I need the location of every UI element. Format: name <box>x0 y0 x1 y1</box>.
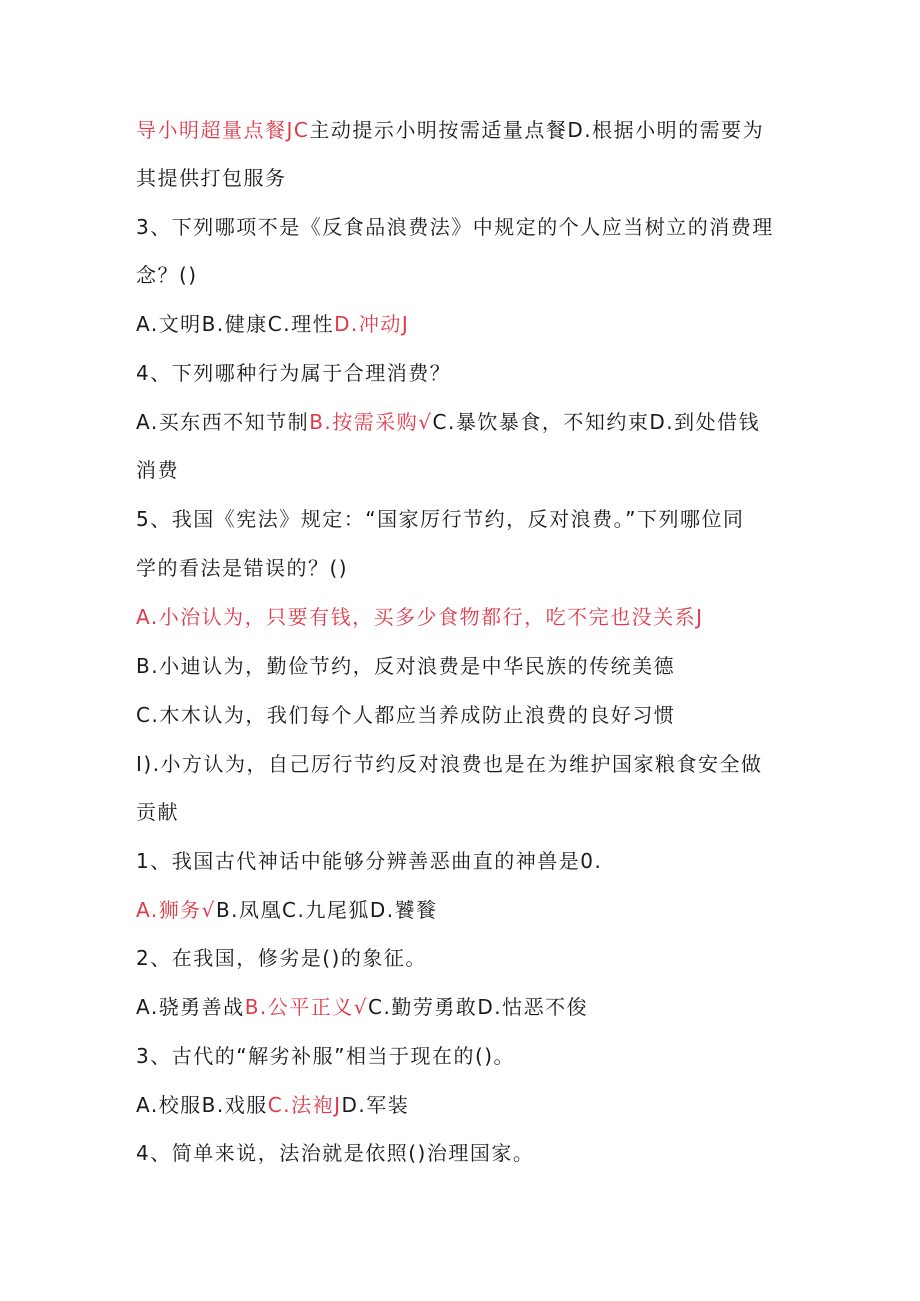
text-segment: 贡献 <box>136 800 179 824</box>
text-segment: A.校服B.戏服 <box>136 1093 268 1117</box>
text-line <box>136 800 796 824</box>
text-line <box>136 898 796 922</box>
text-line <box>136 166 796 190</box>
text-segment: 3、古代的“解劣补服”相当于现在的()。 <box>136 1044 516 1068</box>
answer-highlight: 导小明超量点餐JC <box>136 118 310 142</box>
text-segment: 4、下列哪种行为属于合理消费？ <box>136 361 452 385</box>
answer-highlight: B.公平正义√ <box>244 995 369 1019</box>
text-line <box>136 118 796 142</box>
text-line <box>136 556 796 580</box>
text-segment: A.文明B.健康C.理性 <box>136 312 335 336</box>
text-line <box>136 654 796 678</box>
answer-highlight: A.小治认为，只要有钱，买多少食物都行，吃不完也没关系J <box>136 605 704 629</box>
text-segment: A.骁勇善战 <box>136 995 245 1019</box>
text-segment: 3、下列哪项不是《反食品浪费法》中规定的个人应当树立的消费理 <box>136 215 774 239</box>
text-line <box>136 703 796 727</box>
text-segment: C.勤劳勇敢D.怙恶不俊 <box>368 995 589 1019</box>
text-line <box>136 995 796 1019</box>
answer-highlight: C.法袍J <box>267 1093 342 1117</box>
text-segment: C.木木认为，我们每个人都应当养成防止浪费的良好习惯 <box>136 703 676 727</box>
text-segment: 消费 <box>136 458 179 482</box>
text-segment: C.暴饮暴食，不知约束D.到处借钱 <box>432 410 761 434</box>
answer-highlight: D.冲动J <box>334 312 410 336</box>
text-segment: B.凤凰C.九尾狐D.饕餮 <box>215 898 438 922</box>
text-segment: D.军装 <box>341 1093 410 1117</box>
text-line <box>136 946 796 970</box>
answer-highlight: B.按需采购√ <box>309 410 433 434</box>
text-segment: I).小方认为，自己厉行节约反对浪费也是在为维护国家粮食安全做 <box>136 752 763 776</box>
text-segment: 1、我国古代神话中能够分辨善恶曲直的神兽是0. <box>136 849 603 873</box>
text-line <box>136 458 796 482</box>
text-segment: 其提供打包服务 <box>136 166 287 190</box>
text-segment: B.小迪认为，勤俭节约，反对浪费是中华民族的传统美德 <box>136 654 676 678</box>
text-segment: 念？() <box>136 263 198 287</box>
text-segment: 4、简单来说，法治就是依照()治理国家。 <box>136 1141 535 1165</box>
text-line <box>136 263 796 287</box>
text-segment: 2、在我国，修劣是()的象征。 <box>136 946 427 970</box>
text-line <box>136 752 796 776</box>
text-line <box>136 605 796 629</box>
text-segment: 主动提示小明按需适量点餐D.根据小明的需要为 <box>309 118 765 142</box>
text-segment: A.买东西不知节制 <box>136 410 310 434</box>
text-line <box>136 361 796 385</box>
text-segment: 学的看法是错误的？() <box>136 556 349 580</box>
text-segment: 5、我国《宪法》规定：“国家厉行节约，反对浪费。”下列哪位同 <box>136 507 745 531</box>
text-line <box>136 312 796 336</box>
text-line <box>136 215 796 239</box>
text-line <box>136 1044 796 1068</box>
text-line <box>136 1093 796 1117</box>
text-line <box>136 849 796 873</box>
answer-highlight: A.狮务√ <box>136 898 216 922</box>
text-line <box>136 1141 796 1165</box>
text-line <box>136 507 796 531</box>
text-line <box>136 410 796 434</box>
